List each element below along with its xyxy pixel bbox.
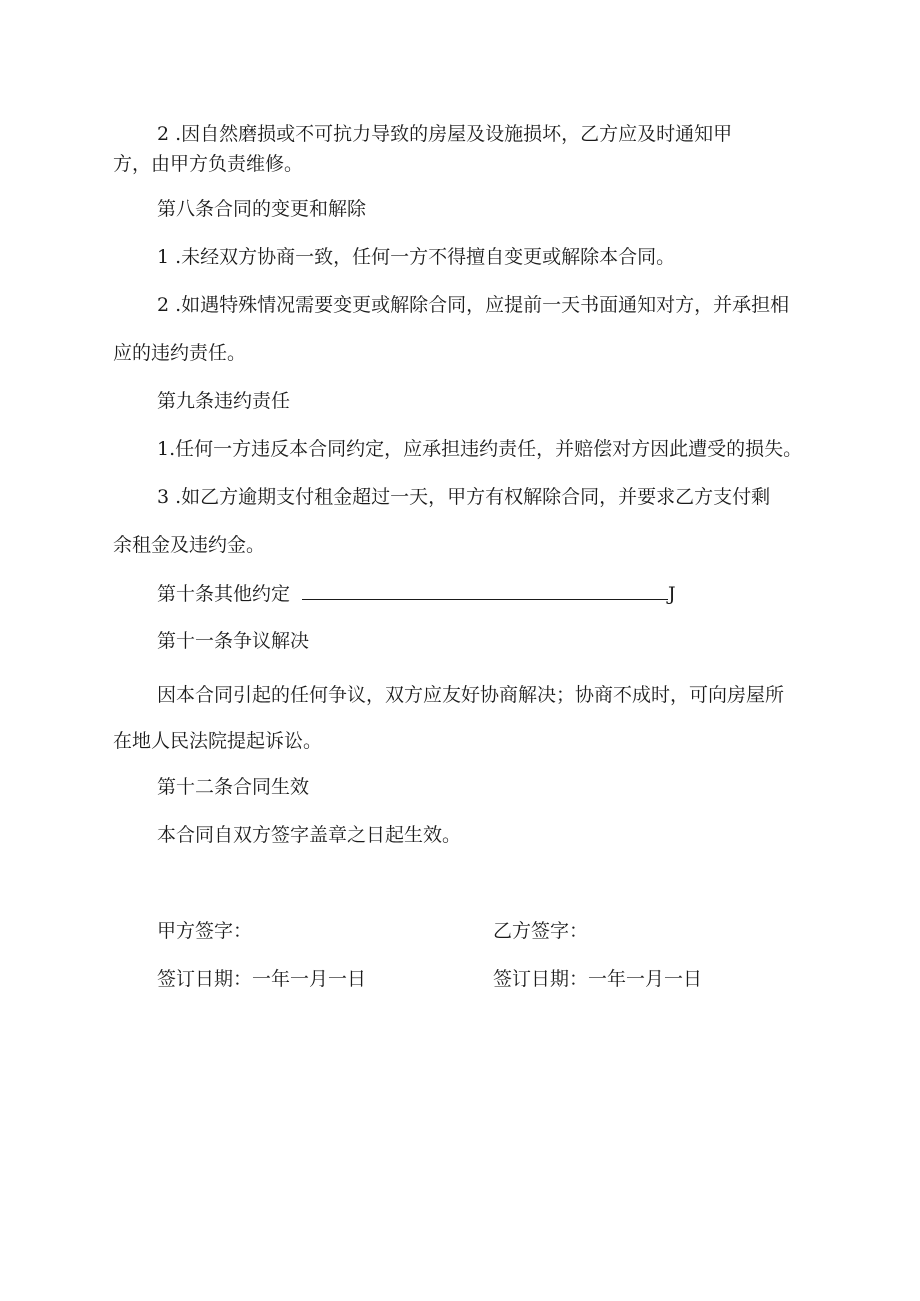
clause-11-body-continued: 在地人民法院提起诉讼。 — [113, 730, 323, 752]
clause-8-item-1: 1 .未经双方协商一致，任何一方不得擅自变更或解除本合同。 — [157, 246, 676, 268]
clause-12-body: 本合同自双方签字盖章之日起生效。 — [157, 824, 462, 846]
clause-9-item-3-continued: 余租金及违约金。 — [113, 534, 266, 556]
clause-10-title: 第十条其他约定 — [157, 583, 291, 605]
clause-9-heading: 第九条违约责任 — [157, 390, 291, 412]
clause-7-item-2: 2 .因自然磨损或不可抗力导致的房屋及设施损坏，乙方应及时通知甲 — [157, 123, 733, 145]
party-a-signing-date: 签订日期：一年一月一日 — [157, 968, 367, 990]
other-terms-blank[interactable] — [302, 581, 668, 600]
clause-10-heading — [157, 581, 676, 606]
clause-8-item-2-continued: 应的违约责任。 — [113, 342, 247, 364]
party-a-signature-label: 甲方签字： — [157, 920, 253, 942]
clause-9-item-1: 1.任何一方违反本合同约定，应承担违约责任，并赔偿对方因此遭受的损失。 — [157, 438, 803, 460]
party-b-signature-label: 乙方签字： — [493, 920, 589, 942]
clause-10-suffix: J — [668, 583, 676, 605]
party-b-signing-date: 签订日期：一年一月一日 — [493, 968, 703, 990]
clause-7-item-2-continued: 方，由甲方负责维修。 — [113, 153, 304, 175]
clause-9-item-3: 3 .如乙方逾期支付租金超过一天，甲方有权解除合同，并要求乙方支付剩 — [157, 486, 771, 508]
clause-8-item-2: 2 .如遇特殊情况需要变更或解除合同，应提前一天书面通知对方，并承担相 — [157, 294, 790, 316]
clause-12-heading: 第十二条合同生效 — [157, 776, 310, 798]
clause-11-body: 因本合同引起的任何争议，双方应友好协商解决；协商不成时，可向房屋所 — [157, 684, 785, 706]
clause-8-heading: 第八条合同的变更和解除 — [157, 198, 367, 220]
clause-11-heading: 第十一条争议解决 — [157, 630, 310, 652]
